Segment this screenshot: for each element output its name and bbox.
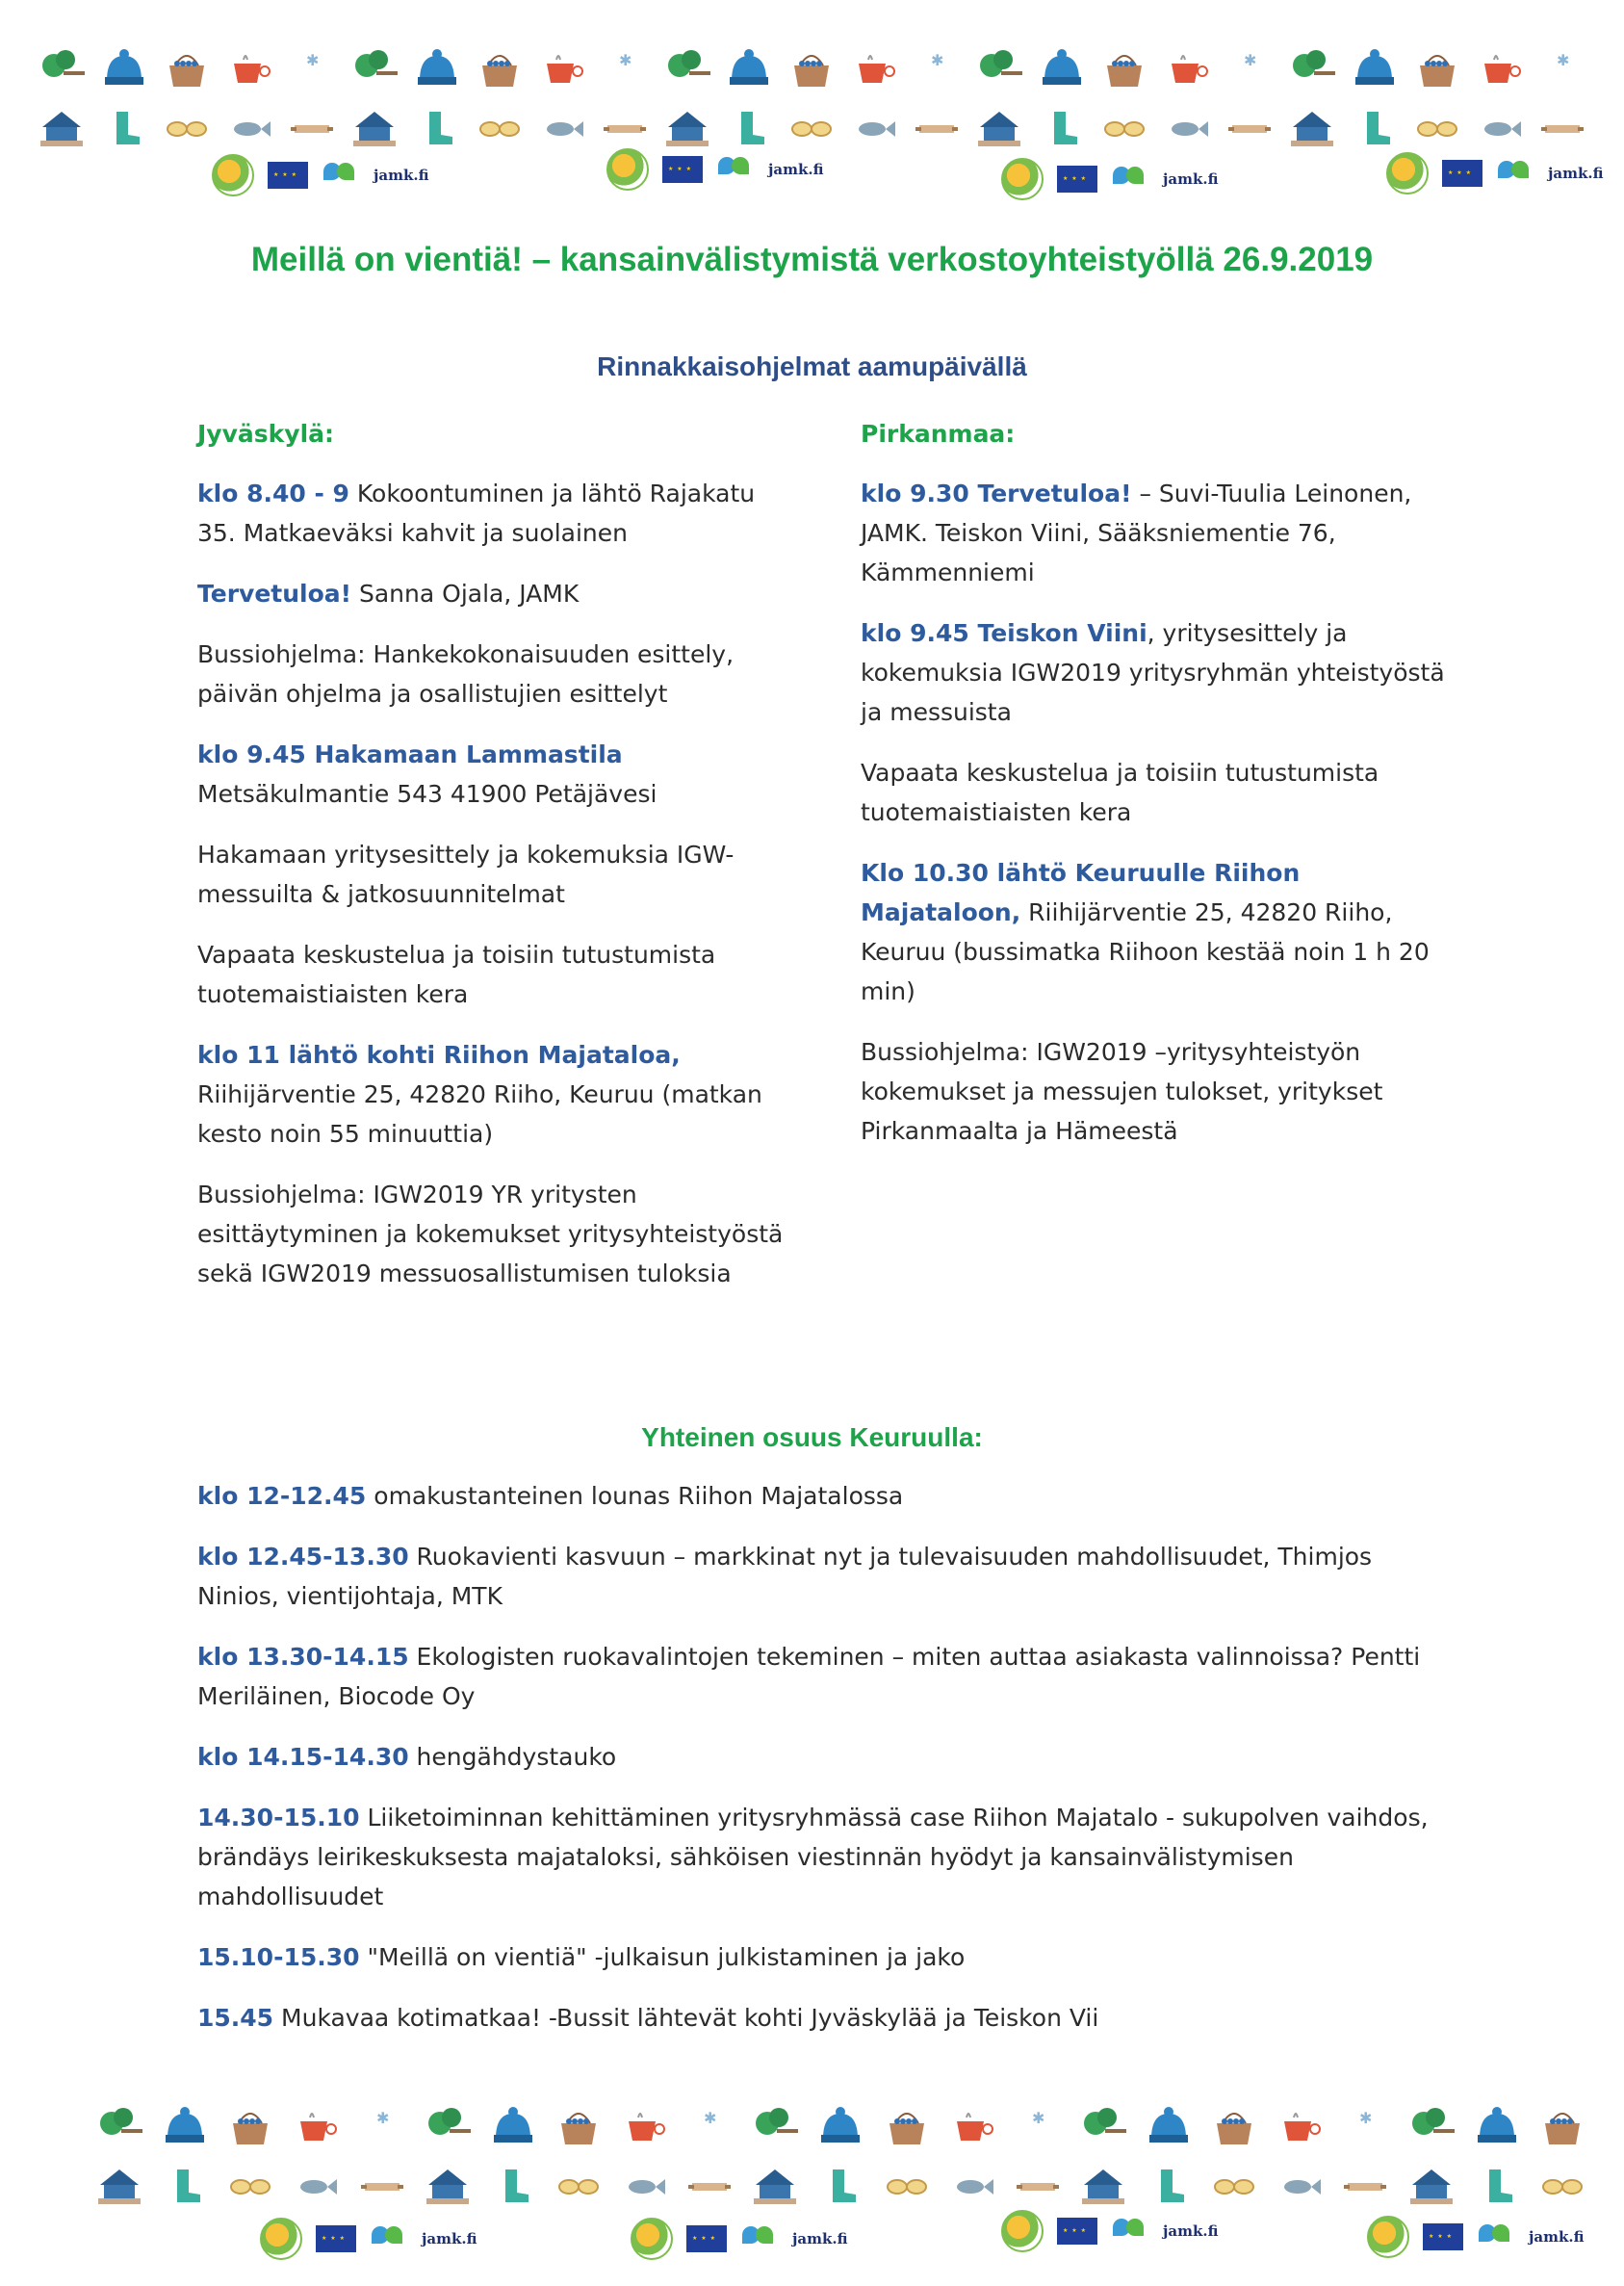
fish-icon xyxy=(1164,106,1210,152)
program-time: 14.30-15.10 xyxy=(197,1804,360,1831)
jamk-logo: jamk.fi xyxy=(374,167,429,184)
tea-cup-icon xyxy=(1164,46,1210,92)
common-program-list xyxy=(197,1476,1449,2059)
snowflake-icon xyxy=(686,2104,733,2150)
rolling-pin-icon xyxy=(602,106,648,152)
snowflake-icon xyxy=(359,2104,405,2150)
program-item xyxy=(197,1737,1449,1777)
beanie-icon xyxy=(490,2104,536,2150)
eu-flag-logo xyxy=(1057,166,1097,193)
program-text: Hakamaan yritysesittely ja kokemuksia IGW-messuilta & jatkosuunnitelmat xyxy=(197,841,735,908)
mtk-logo xyxy=(322,161,360,190)
berry-basket-icon xyxy=(164,46,210,92)
birch-whisk-icon xyxy=(1289,46,1335,92)
program-text: Bussiohjelma: Hankekokonaisuuden esittely, päivän ohjelma ja osallistujien esittelyt xyxy=(197,640,735,708)
program-time: 15.10-15.30 xyxy=(197,1943,360,1971)
tea-cup-icon xyxy=(621,2104,667,2150)
logo-group xyxy=(1367,2216,1585,2258)
sauna-house-icon xyxy=(1289,106,1335,152)
column-heading: Jyväskylä: xyxy=(197,420,335,448)
beanie-icon xyxy=(414,46,460,92)
program-item xyxy=(861,753,1457,832)
jamk-logo: jamk.fi xyxy=(422,2230,477,2247)
jamk-logo: jamk.fi xyxy=(1529,2228,1585,2246)
rubber-boot-icon xyxy=(817,2164,864,2210)
pasty-icon xyxy=(477,106,523,152)
mtk-logo xyxy=(1111,165,1149,194)
berry-basket-icon xyxy=(788,46,835,92)
snowflake-icon xyxy=(1226,46,1273,92)
pasty-icon xyxy=(788,106,835,152)
eu-flag-logo xyxy=(1442,160,1482,187)
program-item xyxy=(197,735,794,814)
mtk-logo xyxy=(1111,2217,1149,2246)
rubber-boot-icon xyxy=(162,2164,208,2210)
tea-cup-icon xyxy=(949,2104,995,2150)
berry-basket-icon xyxy=(884,2104,930,2150)
jyvaskyla-program-column xyxy=(197,414,794,1314)
top-decorative-banner xyxy=(39,29,1604,231)
eu-flag-logo xyxy=(662,156,703,183)
berry-basket-icon xyxy=(227,2104,273,2150)
tea-cup-icon xyxy=(226,46,272,92)
birch-whisk-icon xyxy=(976,46,1022,92)
birch-whisk-icon xyxy=(1408,2104,1455,2150)
svg-text:✱: ✱ xyxy=(1359,2109,1373,2127)
sauna-house-icon xyxy=(425,2164,471,2210)
beanie-icon xyxy=(1039,46,1085,92)
program-time: klo 13.30-14.15 xyxy=(197,1643,409,1671)
fish-icon xyxy=(949,2164,995,2210)
logo-group xyxy=(631,2218,848,2260)
program-item xyxy=(197,1937,1449,1977)
program-text: "Meillä on vientiä" -julkaisun julkistaminen ja jako xyxy=(359,1943,966,1971)
birch-whisk-icon xyxy=(39,46,85,92)
program-text: , yritysesittely ja kokemuksia IGW2019 yritysryhmän yhteistyöstä ja messuista xyxy=(861,619,1445,726)
program-item xyxy=(197,1175,794,1293)
program-time: 15.45 xyxy=(197,2004,274,2032)
tea-cup-icon xyxy=(851,46,897,92)
mtk-logo xyxy=(740,2224,779,2253)
rubber-boot-icon xyxy=(1146,2164,1192,2210)
fish-icon xyxy=(293,2164,339,2210)
fish-icon xyxy=(851,106,897,152)
sauna-house-icon xyxy=(1408,2164,1455,2210)
program-time: klo 12-12.45 xyxy=(197,1482,367,1510)
program-time: klo 9.45 Teiskon Viini xyxy=(861,619,1147,647)
tea-cup-icon xyxy=(539,46,585,92)
program-time: Klo 10.30 lähtö Keuruulle Riihon Majataloon, xyxy=(861,859,1301,926)
birch-whisk-icon xyxy=(664,46,710,92)
program-text: – Suvi-Tuulia Leinonen, JAMK. Teiskon Viini, Sääksniementie 76, Kämmenniemi xyxy=(861,480,1412,586)
program-item xyxy=(197,935,794,1014)
banner-icons-row-1 xyxy=(39,46,1585,112)
program-item xyxy=(197,1476,1449,1516)
snowflake-icon xyxy=(1342,2104,1388,2150)
program-time: klo 9.45 Hakamaan Lammastila xyxy=(197,740,623,768)
fish-icon xyxy=(1276,2164,1323,2210)
program-item xyxy=(197,1035,794,1154)
program-text: Kokoontuminen ja lähtö Rajakatu 35. Matkaeväksi kahvit ja suolainen xyxy=(197,480,756,547)
fish-icon xyxy=(1477,106,1523,152)
logo-group xyxy=(1001,158,1219,200)
jamk-logo: jamk.fi xyxy=(1548,165,1604,182)
sauna-house-icon xyxy=(1080,2164,1126,2210)
rubber-boot-icon xyxy=(1039,106,1085,152)
program-time: Tervetuloa! xyxy=(197,580,352,608)
rubber-boot-icon xyxy=(101,106,147,152)
tea-cup-icon xyxy=(293,2104,339,2150)
rubber-boot-icon xyxy=(726,106,772,152)
pasty-icon xyxy=(555,2164,602,2210)
svg-text:✱: ✱ xyxy=(305,51,320,69)
beanie-icon xyxy=(726,46,772,92)
leader-logo xyxy=(606,148,649,191)
beanie-icon xyxy=(162,2104,208,2150)
rubber-boot-icon xyxy=(1352,106,1398,152)
birch-whisk-icon xyxy=(752,2104,798,2150)
program-item xyxy=(197,635,794,714)
program-text: Riihijärventie 25, 42820 Riiho, Keuruu (matkan kesto noin 55 minuuttia) xyxy=(197,1080,762,1148)
sauna-house-icon xyxy=(664,106,710,152)
rolling-pin-icon xyxy=(289,106,335,152)
beanie-icon xyxy=(1146,2104,1192,2150)
svg-text:✱: ✱ xyxy=(1244,51,1257,69)
snowflake-icon xyxy=(289,46,335,92)
page-title: Meillä on vientiä! – kansainvälistymistä verkostoyhteistyöllä 26.9.2019 xyxy=(250,241,1374,278)
program-text: Bussiohjelma: IGW2019 –yritysyhteistyön kokemukset ja messujen tulokset, yritykset Pirkanmaalta ja Hämeestä xyxy=(861,1038,1383,1145)
mtk-logo xyxy=(716,155,755,184)
beanie-icon xyxy=(101,46,147,92)
program-text: hengähdystauko xyxy=(408,1743,617,1771)
program-text: Vapaata keskustelua ja toisiin tutustumista tuotemaistiaisten kera xyxy=(197,941,716,1008)
snowflake-icon xyxy=(1539,46,1585,92)
pasty-icon xyxy=(1211,2164,1257,2210)
program-item xyxy=(861,853,1457,1011)
program-text: omakustanteinen lounas Riihon Majatalossa xyxy=(366,1482,904,1510)
mtk-logo xyxy=(1477,2222,1515,2251)
logo-group xyxy=(1001,2210,1219,2252)
program-time: klo 12.45-13.30 xyxy=(197,1543,409,1571)
program-text: Vapaata keskustelua ja toisiin tutustumista tuotemaistiaisten kera xyxy=(861,759,1379,826)
svg-text:✱: ✱ xyxy=(931,51,944,69)
pasty-icon xyxy=(1414,106,1460,152)
sauna-house-icon xyxy=(351,106,398,152)
snowflake-icon xyxy=(602,46,648,92)
rolling-pin-icon xyxy=(1342,2164,1388,2210)
pasty-icon xyxy=(884,2164,930,2210)
berry-basket-icon xyxy=(555,2104,602,2150)
fish-icon xyxy=(621,2164,667,2210)
program-item xyxy=(197,1637,1449,1716)
tea-cup-icon xyxy=(1477,46,1523,92)
jamk-logo: jamk.fi xyxy=(792,2230,848,2247)
berry-basket-icon xyxy=(1539,2104,1585,2150)
birch-whisk-icon xyxy=(1080,2104,1126,2150)
svg-text:✱: ✱ xyxy=(1556,51,1570,69)
sauna-house-icon xyxy=(96,2164,142,2210)
page-subtitle: Rinnakkaisohjelmat aamupäivällä xyxy=(597,351,1027,381)
program-text: Ekologisten ruokavalintojen tekeminen – miten auttaa asiakasta valinnoissa? Pentti Meriläinen, Biocode Oy xyxy=(197,1643,1421,1710)
pasty-icon xyxy=(227,2164,273,2210)
program-text: Riihijärventie 25, 42820 Riiho, Keuruu (bussimatka Riihoon kestää noin 1 h 20 min) xyxy=(861,898,1430,1005)
jamk-logo: jamk.fi xyxy=(768,161,824,178)
program-item xyxy=(197,1537,1449,1616)
rubber-boot-icon xyxy=(1474,2164,1520,2210)
birch-whisk-icon xyxy=(425,2104,471,2150)
birch-whisk-icon xyxy=(96,2104,142,2150)
fish-icon xyxy=(226,106,272,152)
svg-text:✱: ✱ xyxy=(1031,2109,1045,2127)
rolling-pin-icon xyxy=(359,2164,405,2210)
program-time: klo 11 lähtö kohti Riihon Majataloa, xyxy=(197,1041,681,1069)
leader-logo xyxy=(631,2218,673,2260)
eu-flag-logo xyxy=(1057,2218,1097,2245)
snowflake-icon xyxy=(914,46,960,92)
rolling-pin-icon xyxy=(1015,2164,1061,2210)
program-item xyxy=(197,474,794,553)
program-item xyxy=(861,613,1457,732)
leader-logo xyxy=(260,2218,302,2260)
mtk-logo xyxy=(1496,159,1534,188)
sauna-house-icon xyxy=(752,2164,798,2210)
rubber-boot-icon xyxy=(490,2164,536,2210)
jamk-logo: jamk.fi xyxy=(1163,170,1219,188)
svg-text:✱: ✱ xyxy=(618,51,632,69)
program-item xyxy=(861,474,1457,592)
pasty-icon xyxy=(164,106,210,152)
program-item xyxy=(197,1998,1449,2038)
rolling-pin-icon xyxy=(686,2164,733,2210)
eu-flag-logo xyxy=(268,162,308,189)
leader-logo xyxy=(1001,158,1044,200)
program-text: Ruokavienti kasvuun – markkinat nyt ja tulevaisuuden mahdollisuudet, Thimjos Ninios, vientijohtaja, MTK xyxy=(197,1543,1373,1610)
program-time: klo 9.30 Tervetuloa! xyxy=(861,480,1132,507)
eu-flag-logo xyxy=(316,2225,356,2252)
beanie-icon xyxy=(1474,2104,1520,2150)
program-item xyxy=(861,1032,1457,1151)
tea-cup-icon xyxy=(1276,2104,1323,2150)
eu-flag-logo xyxy=(1423,2223,1463,2250)
rolling-pin-icon xyxy=(1539,106,1585,152)
logo-group xyxy=(1386,152,1604,195)
program-text: Sanna Ojala, JAMK xyxy=(351,580,580,608)
program-time: klo 8.40 - 9 xyxy=(197,480,349,507)
berry-basket-icon xyxy=(477,46,523,92)
berry-basket-icon xyxy=(1211,2104,1257,2150)
program-item xyxy=(197,1798,1449,1916)
program-text: Mukavaa kotimatkaa! -Bussit lähtevät kohti Jyväskylää ja Teiskon Vii xyxy=(273,2004,1099,2032)
logo-group xyxy=(260,2218,477,2260)
berry-basket-icon xyxy=(1414,46,1460,92)
jamk-logo: jamk.fi xyxy=(1163,2222,1219,2240)
beanie-icon xyxy=(817,2104,864,2150)
berry-basket-icon xyxy=(1101,46,1147,92)
rolling-pin-icon xyxy=(1226,106,1273,152)
leader-logo xyxy=(1367,2216,1409,2258)
sauna-house-icon xyxy=(976,106,1022,152)
pirkanmaa-program-column xyxy=(861,414,1457,1172)
program-time: klo 14.15-14.30 xyxy=(197,1743,409,1771)
rolling-pin-icon xyxy=(914,106,960,152)
bottom-decorative-banner xyxy=(39,2104,1585,2268)
program-text: Bussiohjelma: IGW2019 YR yritysten esittäytyminen ja kokemukset yritysyhteistyöstä sekä IGW2019 messuosallistumisen tuloksia xyxy=(197,1181,784,1287)
leader-logo xyxy=(212,154,254,196)
program-item xyxy=(197,835,794,914)
program-text: Metsäkulmantie 543 41900 Petäjävesi xyxy=(197,780,657,808)
birch-whisk-icon xyxy=(351,46,398,92)
common-section-heading: Yhteinen osuus Keuruulla: xyxy=(641,1422,983,1452)
mtk-logo xyxy=(370,2224,408,2253)
pasty-icon xyxy=(1539,2164,1585,2210)
fish-icon xyxy=(539,106,585,152)
beanie-icon xyxy=(1352,46,1398,92)
logo-group xyxy=(212,154,429,196)
pasty-icon xyxy=(1101,106,1147,152)
svg-text:✱: ✱ xyxy=(704,2109,717,2127)
program-item xyxy=(197,574,794,613)
logo-group xyxy=(606,148,824,191)
sauna-house-icon xyxy=(39,106,85,152)
eu-flag-logo xyxy=(686,2225,727,2252)
rubber-boot-icon xyxy=(414,106,460,152)
banner-icons-row-1 xyxy=(96,2104,1585,2169)
column-heading: Pirkanmaa: xyxy=(861,420,1016,448)
program-text: Liiketoiminnan kehittäminen yritysryhmässä case Riihon Majatalo - sukupolven vaihdos, brändäys leirikeskuksesta majataloksi, sähköisen viestinnän hyödyt ja kansainvälistymisen mahdollisuudet xyxy=(197,1804,1429,1910)
leader-logo xyxy=(1001,2210,1044,2252)
svg-text:✱: ✱ xyxy=(375,2109,389,2127)
snowflake-icon xyxy=(1015,2104,1061,2150)
leader-logo xyxy=(1386,152,1429,195)
